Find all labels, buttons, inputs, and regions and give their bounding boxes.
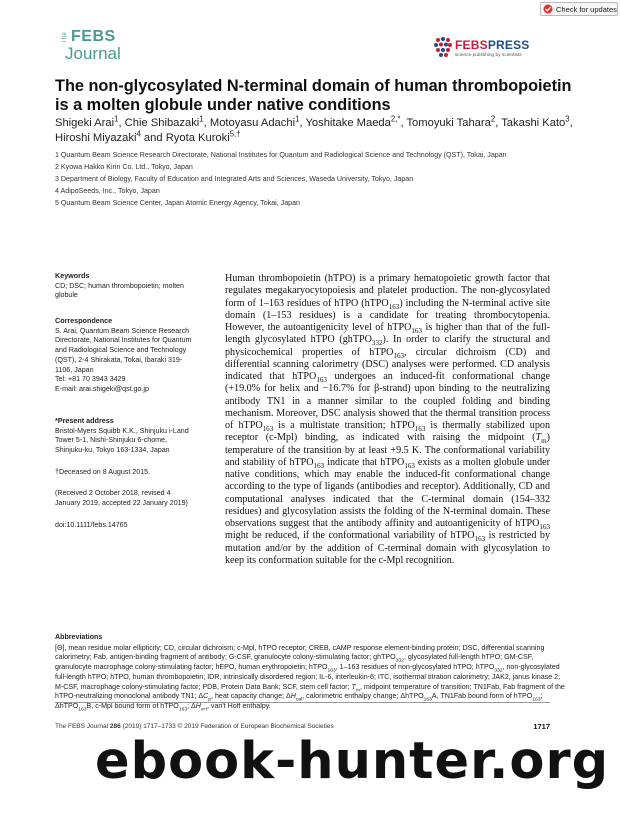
correspondence-line: Tel: +81 70 3943 3429 (55, 375, 126, 384)
affiliation-2: 2 Kyowa Hakko Kirin Co. Ltd., Tokyo, Japan (55, 163, 193, 171)
keywords-block (55, 271, 205, 301)
abbreviations-block (55, 633, 565, 712)
author-name: Hiroshi Miyazaki$^4$ (55, 128, 141, 144)
affiliation-1: 1 Quantum Beam Science Research Directorate, National Institutes for Quantum and Radiological Science and Technology (QST), Tokai, Japan (55, 151, 507, 159)
page-number: 1717 (533, 722, 550, 731)
footer-journal: The FEBS Journal (55, 723, 109, 730)
febs-press-emblem-icon (433, 36, 453, 62)
journal-logo-name: FEBS (71, 28, 116, 45)
author-name: Shigeki Arai$^1$ (55, 114, 119, 129)
affiliation-5: 5 Quantum Beam Science Center, Japan Atomic Energy Agency, Tokai, Japan (55, 199, 301, 207)
received-line: (Received 2 October 2018, revised 4 (55, 489, 171, 497)
present-address-heading: *Present address (55, 416, 114, 425)
present-address-line: Bristol-Myers Squibb K.K., Shinjuku i-Land (55, 426, 189, 435)
press-logo (433, 36, 553, 66)
received-dates (55, 489, 205, 508)
author-affiliation-marker: 1 (114, 114, 119, 124)
author-affiliation-marker: 1 (199, 114, 204, 124)
author-name: Chie Shibazaki$^1$ (124, 114, 204, 129)
footer-citation (55, 723, 550, 730)
journal-logo-the: The (62, 32, 68, 44)
author-affiliation-marker: 4 (136, 128, 141, 138)
correspondence-line: 1106, Japan (55, 365, 94, 374)
author-affiliation-marker: 1 (295, 114, 300, 124)
author-name: Takashi Kato$^3$ (501, 114, 570, 129)
received-line: January 2019, accepted 22 January 2019) (55, 498, 188, 507)
correspondence-email[interactable]: E-mail: arai.shigeki@qst.go.jp (55, 384, 149, 393)
footer-year-pages: (2019) 1717–1733 © 2019 Federation of European Biochemical Societies (122, 723, 334, 730)
press-logo-tagline: science publishing by scientists (455, 53, 522, 58)
watermark: ebook-hunter.org (95, 732, 610, 791)
correspondence-line: Directorate, National Institutes for Quantum (55, 336, 192, 345)
author-affiliation-marker: 2,* (390, 114, 401, 124)
abstract-text: Human thrombopoietin (hTPO) is a primary hematopoietic growth factor that regulates megakaryocytopoiesis and platelet production. The non-glycosylated form of 1–163 residues of hTPO (hTPO$_{163}$) including the N-terminal active site domain (1–153 residues) is a candidate for treating thrombocytopenia. However, the autoantigenicity level of hTPO$_{163}$ is higher than that of the full-length glycosylated hTPO (ghTPO$_{332}$). In order to clarify the structural and physicochemical properties of hTPO$_{163}$, circular dichroism (CD) and differential scanning calorimetry (DSC) analyses were performed. CD analysis indicated that hTPO$_{163}$ undergoes an induced-fit conformational change (+19.0% for helix and −16.7% for β-strand) upon binding to the neutralizing antibody TN1 in a manner similar to the coupled folding and binding mechanism. Moreover, DSC analysis showed that the thermal transition process of hTPO$_{163}$ is a multistate transition; hTPO$_{163}$ is thermally stabilized upon receptor (c-Mpl) binding, as indicated with raising the midpoint $(T_m)$ temperature of the transition by at least +9.5 K. The conformational variability and stability of hTPO$_{163}$ indicate that hTPO$_{163}$ exists as a molten globule under native conditions, which may enable the induced-fit conformational change according to the type of ligands (antibodies and receptor). Additionally, CD and computational analyses indicated that the C-terminal domain (154–332 residues) and glycosylation assists the folding of the N-terminal domain. These observations suggest that the antibody affinity and autoantigenicity of hTPO$_{163}$ might be reduced, if the conformational variability of hTPO$_{163}$ is restricted by mutation and/or by the addition of C-terminal domain with glycosylation to keep its conformation suitable for the c-Mpl recognition. (225, 273, 550, 566)
author-affiliation-marker: 5,† (229, 128, 241, 138)
correspondence-line: (QST), 2-4 Shirakata, Tokai, Ibaraki 319- (55, 355, 183, 364)
deceased-note: †Deceased on 8 August 2015. (55, 468, 151, 476)
correspondence-line: and Radiological Science and Technology (55, 346, 187, 355)
journal-logo-journal: Journal (65, 44, 121, 63)
affiliation-4: 4 AdipoSeeds, Inc., Tokyo, Japan (55, 187, 160, 195)
check-for-updates-label: Check for updates (556, 4, 617, 14)
author-name: Yoshitake Maeda$^{2,*}$ (305, 114, 401, 129)
abbreviations-heading: Abbreviations (55, 633, 103, 641)
present-address-line: Shinjuku-ku, Tokyo 163-1334, Japan (55, 446, 170, 455)
abbreviations-text: [Θ], mean residue molar ellipticity; CD, circular dichroism; c-Mpl, hTPO receptor; CREB, cAMP response element-binding protein; DSC, differential scanning calorimetry; Fab, antigen-binding fragment of antibody; G-CSF, granulocyte colony-stimulating factor; ghTPO$_{332}$, glycosylated full-length hTPO; GM-CSF, granulocyte macrophage colony-stimulating factor; hEPO, human erythropoietin; hTPO$_{163}$, 1–163 residues of non-glycosylated hTPO; hTPO$_{332}$, non-glycosylated full-length hTPO; hTPO, human thrombopoietin; IDR, intrinsically disordered region; IL-6, interleukin-6; ITC, isothermal titration calorimetry; JAK2, janus kinase 2; M-CSF, macrophage colony-stimulating factor; PDB, Protein Data Bank; SCF, stem cell factor; $T_m$, midpoint temperature of transition; TN1Fab, Fab fragment of the hTPO-neutralizing monoclonal antibody TN1; $\Delta C_p$, heat capacity change; $\Delta H_{cal}$, calorimetric enthalpy change; ΔhTPO$_{163}$A, TN1Fab bound form of hTPO$_{163}$; ΔhTPO$_{163}$B, c-Mpl bound form of hTPO$_{163}$; $\Delta H_{vH}$, van't Hoff enthalpy. (55, 643, 565, 713)
author-affiliation-marker: 3 (565, 114, 570, 124)
author-name: Tomoyuki Tahara$^2$ (406, 114, 496, 129)
present-address-block (55, 416, 205, 456)
affiliation-3: 3 Department of Biology, Faculty of Education and Integrated Arts and Sciences, Waseda University, Tokyo, Japan (55, 175, 414, 183)
correspondence-heading: Correspondence (55, 316, 113, 325)
author-affiliation-marker: 2 (490, 114, 496, 124)
press-logo-name: FEBSPRESS (455, 38, 530, 52)
author-list: Shigeki Arai$^1$, Chie Shibazaki$^1$, Motoyasu Adachi$^1$, Yoshitake Maeda$^{2,*}$, Tomoyuki Tahara$^2$, Takashi Kato$^3$, Hiroshi Miyazaki$^4$ and Ryota Kuroki$^{5,\dagger}$ (55, 114, 573, 144)
correspondence-block (55, 316, 205, 395)
author-name: Ryota Kuroki$^{5,\dagger}$ (165, 128, 241, 144)
author-name: Motoyasu Adachi$^1$ (209, 114, 300, 129)
doi-link[interactable]: doi:10.1111/febs.14765 (55, 521, 128, 529)
footer-divider (55, 702, 550, 703)
correspondence-line: S. Arai, Quantum Beam Science Research (55, 326, 190, 335)
article-title: The non-glycosylated N-terminal domain of human thrombopoietin is a molten globule under native conditions (55, 77, 572, 114)
update-icon (543, 4, 553, 14)
footer-volume: 286 (109, 723, 121, 730)
present-address-line: Tower 5-1, Nishi-Shinjuku 6-chome, (55, 436, 167, 445)
keywords-text: CD; DSC; human thrombopoietin; molten globule (55, 281, 184, 300)
check-for-updates-badge[interactable] (540, 2, 618, 16)
keywords-heading: Keywords (55, 271, 90, 280)
